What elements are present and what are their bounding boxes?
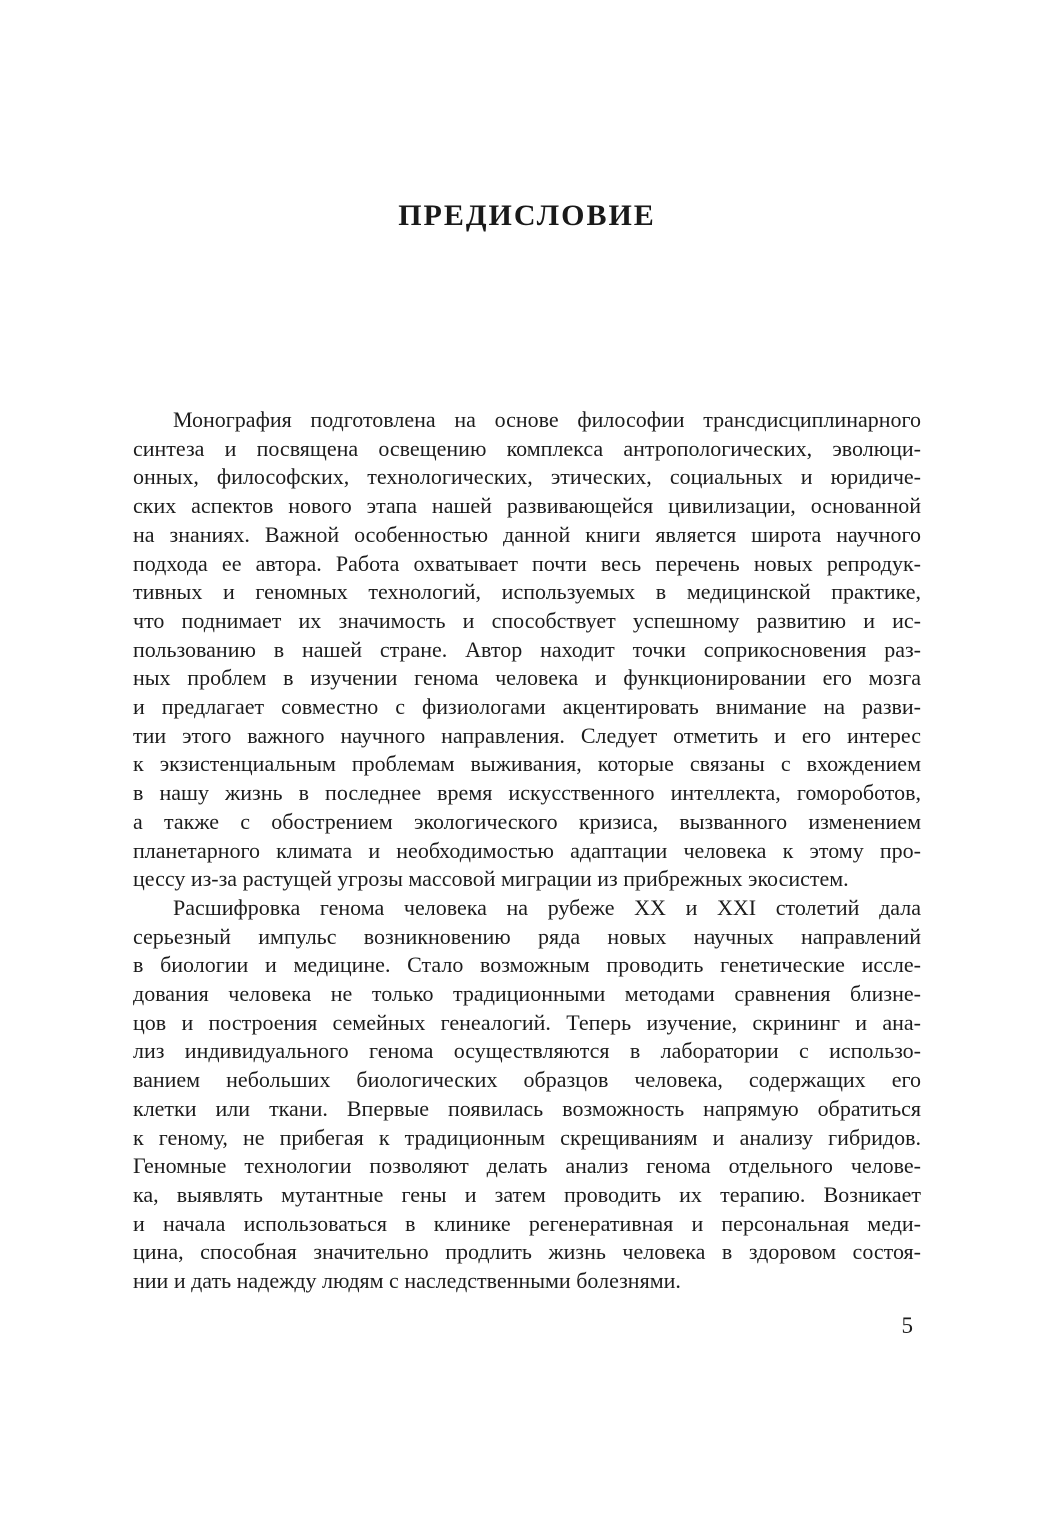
- text-line: к экзистенциальным проблемам выживания, которые связаны с вхождением: [133, 751, 921, 777]
- text-line: ванием небольших биологических образцов человека, содержащих его: [133, 1067, 921, 1093]
- text-line: и предлагает совместно с физиологами акцентировать внимание на разви-: [133, 694, 921, 720]
- text-line: планетарного климата и необходимостью адаптации человека к этому про-: [133, 837, 921, 863]
- preface-body: [133, 406, 921, 1296]
- text-line: пользованию в нашей стране. Автор находит точки соприкосновения раз-: [133, 636, 921, 662]
- text-line: и начала использоваться в клинике регенеративная и персональная меди-: [133, 1210, 921, 1236]
- text-line: онных, философских, технологических, этических, социальных и юридиче-: [133, 464, 921, 490]
- text-line: ных проблем в изучении генома человека и функционировании его мозга: [133, 665, 921, 691]
- text-line: в нашу жизнь в последнее время искусственного интеллекта, гомороботов,: [133, 780, 921, 806]
- text-line: нии и дать надежду людям с наследственными болезнями.: [133, 1268, 681, 1294]
- text-line: тии этого важного научного направления. Следует отметить и его интерес: [133, 722, 921, 748]
- text-line: синтеза и посвящена освещению комплекса антропологических, эволюци-: [133, 435, 921, 461]
- text-line: к геному, не прибегая к традиционным скрещиваниям и анализу гибридов.: [133, 1124, 921, 1150]
- text-line: подхода ее автора. Работа охватывает почти весь перечень новых репродук-: [133, 550, 921, 576]
- text-line: цов и построения семейных генеалогий. Теперь изучение, скрининг и ана-: [133, 1009, 921, 1035]
- text-line: лиз индивидуального генома осуществляются в лаборатории с использо-: [133, 1038, 921, 1064]
- text-line: Расшифровка генома человека на рубеже XX и XXI столетий дала: [173, 894, 921, 920]
- text-line: тивных и геномных технологий, используемых в медицинской практике,: [133, 579, 921, 605]
- text-line: на знаниях. Важной особенностью данной книги является широта научного: [133, 521, 921, 547]
- text-line: Геномные технологии позволяют делать анализ генома отдельного челове-: [133, 1153, 921, 1179]
- page-number: 5: [901, 1312, 913, 1338]
- text-line: дования человека не только традиционными методами сравнения близне-: [133, 981, 921, 1007]
- text-line: цина, способная значительно продлить жизнь человека в здоровом состоя-: [133, 1239, 921, 1265]
- text-line: цессу из-за растущей угрозы массовой миграции из прибрежных экосистем.: [133, 866, 849, 892]
- text-line: серьезный импульс возникновению ряда новых научных направлений: [133, 923, 921, 949]
- text-line: клетки или ткани. Впервые появилась возможность напрямую обратиться: [133, 1095, 921, 1121]
- text-line: что поднимает их значимость и способствует успешному развитию и ис-: [133, 607, 921, 633]
- text-line: в биологии и медицине. Стало возможным проводить генетические иссле-: [133, 952, 921, 978]
- text-line: а также с обострением экологического кризиса, вызванного изменением: [133, 808, 921, 834]
- text-line: ка, выявлять мутантные гены и затем проводить их терапию. Возникает: [133, 1181, 921, 1207]
- preface-paragraph-2: [133, 894, 921, 1296]
- text-line: ских аспектов нового этапа нашей развивающейся цивилизации, основанной: [133, 493, 921, 519]
- text-line: Монография подготовлена на основе философии трансдисциплинарного: [173, 407, 921, 432]
- page-title: ПРЕДИСЛОВИЕ: [398, 199, 656, 232]
- preface-paragraph-1: [133, 406, 921, 894]
